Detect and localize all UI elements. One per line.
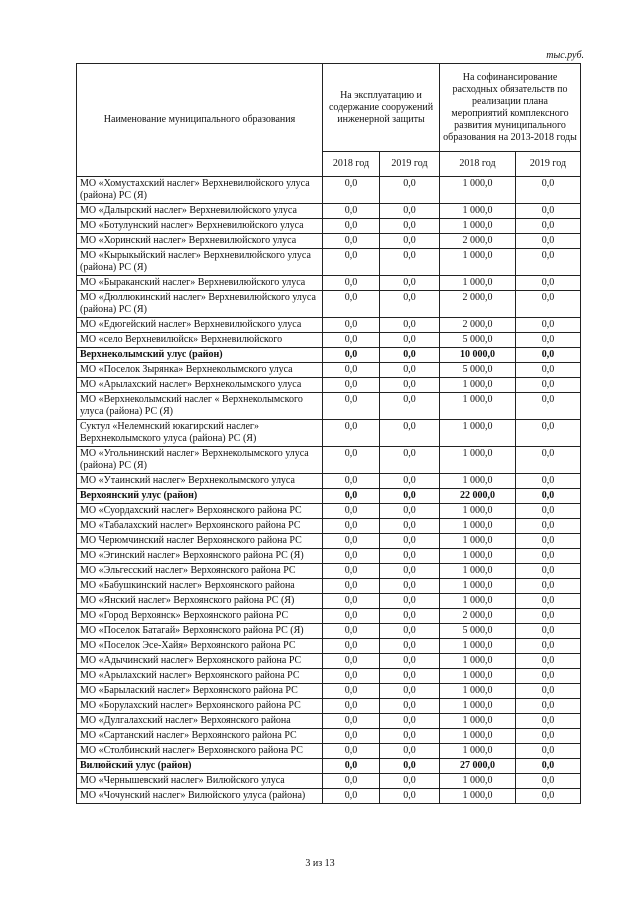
value-cell: 0,0 <box>380 729 440 744</box>
value-cell: 2 000,0 <box>440 291 516 318</box>
municipality-name: МО «Дюллюкинский наслег» Верхневилюйского улуса (района) РС (Я) <box>77 291 323 318</box>
value-cell: 5 000,0 <box>440 333 516 348</box>
value-cell: 1 000,0 <box>440 789 516 804</box>
value-cell: 0,0 <box>323 549 380 564</box>
value-cell: 0,0 <box>516 714 581 729</box>
value-cell: 0,0 <box>323 744 380 759</box>
municipality-name: МО Черюмчинский наслег Верхоянского района РС <box>77 534 323 549</box>
value-cell: 1 000,0 <box>440 669 516 684</box>
value-cell: 0,0 <box>516 219 581 234</box>
table-row <box>77 393 581 420</box>
value-cell: 1 000,0 <box>440 420 516 447</box>
value-cell: 0,0 <box>516 579 581 594</box>
value-cell: 0,0 <box>323 699 380 714</box>
value-cell: 0,0 <box>516 564 581 579</box>
value-cell: 1 000,0 <box>440 177 516 204</box>
municipality-name: МО «Угольнинский наслег» Верхнеколымского улуса (района) РС (Я) <box>77 447 323 474</box>
value-cell: 0,0 <box>380 234 440 249</box>
value-cell: 0,0 <box>323 291 380 318</box>
value-cell: 0,0 <box>516 699 581 714</box>
municipality-name: МО «Кырыкыйский наслег» Верхневилюйского улуса (района) РС (Я) <box>77 249 323 276</box>
value-cell: 0,0 <box>323 564 380 579</box>
value-cell: 0,0 <box>380 699 440 714</box>
header-group-cofinancing: На софинансирование расходных обязательств по реализации плана мероприятий комплексного развития муниципального образования на 2013-2018 годы <box>440 64 581 152</box>
municipality-name: МО «Эльгесский наслег» Верхоянского района РС <box>77 564 323 579</box>
value-cell: 0,0 <box>323 177 380 204</box>
municipality-name: МО «Поселок Зырянка» Верхнеколымского улуса <box>77 363 323 378</box>
table-body <box>77 177 581 804</box>
value-cell: 1 000,0 <box>440 219 516 234</box>
value-cell: 0,0 <box>516 177 581 204</box>
value-cell: 5 000,0 <box>440 624 516 639</box>
value-cell: 0,0 <box>380 549 440 564</box>
value-cell: 0,0 <box>323 363 380 378</box>
value-cell: 0,0 <box>323 639 380 654</box>
value-cell: 0,0 <box>516 684 581 699</box>
value-cell: 0,0 <box>516 519 581 534</box>
value-cell: 1 000,0 <box>440 729 516 744</box>
value-cell: 1 000,0 <box>440 534 516 549</box>
value-cell: 1 000,0 <box>440 447 516 474</box>
value-cell: 0,0 <box>516 249 581 276</box>
value-cell: 0,0 <box>323 624 380 639</box>
value-cell: 0,0 <box>323 447 380 474</box>
table-row <box>77 378 581 393</box>
value-cell: 0,0 <box>323 534 380 549</box>
table-row <box>77 549 581 564</box>
table-row <box>77 789 581 804</box>
table-row <box>77 474 581 489</box>
municipality-name: МО «Бабушкинский наслег» Верхоянского района <box>77 579 323 594</box>
value-cell: 27 000,0 <box>440 759 516 774</box>
table-row <box>77 348 581 363</box>
municipality-name: МО «село Верхневилюйск» Верхневилюйского <box>77 333 323 348</box>
value-cell: 0,0 <box>380 594 440 609</box>
header-group-maintenance: На эксплуатацию и содержание сооружений инженерной защиты <box>323 64 440 152</box>
municipality-name: Вилюйский улус (район) <box>77 759 323 774</box>
table-row <box>77 519 581 534</box>
table-row <box>77 318 581 333</box>
value-cell: 0,0 <box>323 504 380 519</box>
value-cell: 0,0 <box>380 714 440 729</box>
value-cell: 0,0 <box>380 789 440 804</box>
value-cell: 0,0 <box>516 276 581 291</box>
value-cell: 0,0 <box>323 729 380 744</box>
value-cell: 0,0 <box>380 774 440 789</box>
value-cell: 0,0 <box>323 378 380 393</box>
value-cell: 1 000,0 <box>440 204 516 219</box>
value-cell: 0,0 <box>380 669 440 684</box>
table-row <box>77 363 581 378</box>
value-cell: 2 000,0 <box>440 318 516 333</box>
value-cell: 0,0 <box>380 624 440 639</box>
value-cell: 0,0 <box>516 594 581 609</box>
header-year: 2019 год <box>516 152 581 177</box>
municipality-name: МО «Едюгейский наслег» Верхневилюйского улуса <box>77 318 323 333</box>
header-name-col: Наименование муниципального образования <box>77 64 323 177</box>
municipality-name: МО «Поселок Батагай» Верхоянского района РС (Я) <box>77 624 323 639</box>
value-cell: 0,0 <box>380 420 440 447</box>
municipality-name: МО «Арылахский наслег» Верхоянского района РС <box>77 669 323 684</box>
value-cell: 0,0 <box>516 639 581 654</box>
table-row <box>77 291 581 318</box>
table-row <box>77 624 581 639</box>
value-cell: 10 000,0 <box>440 348 516 363</box>
municipality-name: МО «Утаинский наслег» Верхнеколымского улуса <box>77 474 323 489</box>
table-row <box>77 333 581 348</box>
value-cell: 0,0 <box>380 291 440 318</box>
value-cell: 0,0 <box>323 474 380 489</box>
table-header <box>77 64 581 177</box>
value-cell: 0,0 <box>516 534 581 549</box>
value-cell: 0,0 <box>380 474 440 489</box>
value-cell: 1 000,0 <box>440 549 516 564</box>
value-cell: 0,0 <box>380 363 440 378</box>
table-row <box>77 447 581 474</box>
value-cell: 0,0 <box>323 669 380 684</box>
value-cell: 0,0 <box>380 744 440 759</box>
value-cell: 0,0 <box>380 534 440 549</box>
value-cell: 0,0 <box>516 654 581 669</box>
value-cell: 0,0 <box>323 318 380 333</box>
table-row <box>77 774 581 789</box>
municipality-name: МО «Адычинский наслег» Верхоянского района РС <box>77 654 323 669</box>
municipality-name: МО «Столбинский наслег» Верхоянского района РС <box>77 744 323 759</box>
value-cell: 0,0 <box>516 774 581 789</box>
value-cell: 0,0 <box>516 549 581 564</box>
municipality-name: МО «Быраканский наслег» Верхневилюйского улуса <box>77 276 323 291</box>
value-cell: 0,0 <box>323 249 380 276</box>
value-cell: 0,0 <box>323 654 380 669</box>
value-cell: 0,0 <box>380 579 440 594</box>
value-cell: 0,0 <box>516 363 581 378</box>
value-cell: 0,0 <box>516 204 581 219</box>
table-row <box>77 684 581 699</box>
value-cell: 1 000,0 <box>440 774 516 789</box>
table-row <box>77 219 581 234</box>
value-cell: 0,0 <box>516 729 581 744</box>
value-cell: 0,0 <box>516 669 581 684</box>
value-cell: 0,0 <box>323 393 380 420</box>
header-year: 2018 год <box>440 152 516 177</box>
table-row <box>77 699 581 714</box>
municipality-name: МО «Хоринский наслег» Верхневилюйского улуса <box>77 234 323 249</box>
value-cell: 0,0 <box>516 609 581 624</box>
municipality-name: МО «Борулахский наслег» Верхоянского района РС <box>77 699 323 714</box>
table-row <box>77 489 581 504</box>
value-cell: 0,0 <box>380 504 440 519</box>
value-cell: 0,0 <box>323 519 380 534</box>
value-cell: 1 000,0 <box>440 699 516 714</box>
table-row <box>77 504 581 519</box>
value-cell: 1 000,0 <box>440 276 516 291</box>
value-cell: 0,0 <box>516 759 581 774</box>
value-cell: 0,0 <box>380 318 440 333</box>
value-cell: 0,0 <box>380 219 440 234</box>
value-cell: 0,0 <box>380 348 440 363</box>
value-cell: 1 000,0 <box>440 564 516 579</box>
header-year: 2018 год <box>323 152 380 177</box>
value-cell: 0,0 <box>516 789 581 804</box>
value-cell: 0,0 <box>516 333 581 348</box>
value-cell: 0,0 <box>380 393 440 420</box>
municipality-name: МО «Янский наслег» Верхоянского района РС (Я) <box>77 594 323 609</box>
value-cell: 2 000,0 <box>440 609 516 624</box>
value-cell: 0,0 <box>516 504 581 519</box>
value-cell: 0,0 <box>323 333 380 348</box>
value-cell: 0,0 <box>323 609 380 624</box>
value-cell: 0,0 <box>380 564 440 579</box>
table-row <box>77 234 581 249</box>
page-number: 3 из 13 <box>305 858 335 869</box>
value-cell: 0,0 <box>380 204 440 219</box>
table-row <box>77 276 581 291</box>
value-cell: 0,0 <box>516 489 581 504</box>
value-cell: 0,0 <box>516 378 581 393</box>
value-cell: 0,0 <box>380 639 440 654</box>
value-cell: 0,0 <box>380 276 440 291</box>
value-cell: 0,0 <box>380 684 440 699</box>
value-cell: 0,0 <box>516 420 581 447</box>
municipality-name: МО «Чочунский наслег» Вилюйского улуса (района) <box>77 789 323 804</box>
table-row <box>77 609 581 624</box>
table-row <box>77 729 581 744</box>
value-cell: 1 000,0 <box>440 393 516 420</box>
value-cell: 1 000,0 <box>440 684 516 699</box>
table-row <box>77 420 581 447</box>
municipality-name: Верхоянский улус (район) <box>77 489 323 504</box>
value-cell: 0,0 <box>323 759 380 774</box>
value-cell: 0,0 <box>380 519 440 534</box>
value-cell: 0,0 <box>516 474 581 489</box>
value-cell: 0,0 <box>323 348 380 363</box>
table-row <box>77 177 581 204</box>
municipality-name: МО «Эгинский наслег» Верхоянского района РС (Я) <box>77 549 323 564</box>
value-cell: 0,0 <box>380 249 440 276</box>
municipality-name: Верхнеколымский улус (район) <box>77 348 323 363</box>
value-cell: 0,0 <box>323 489 380 504</box>
value-cell: 0,0 <box>323 774 380 789</box>
value-cell: 0,0 <box>516 744 581 759</box>
budget-table <box>76 63 581 804</box>
municipality-name: МО «Поселок Эсе-Хайя» Верхоянского района РС <box>77 639 323 654</box>
table-row <box>77 714 581 729</box>
value-cell: 1 000,0 <box>440 474 516 489</box>
value-cell: 2 000,0 <box>440 234 516 249</box>
value-cell: 0,0 <box>323 234 380 249</box>
value-cell: 0,0 <box>323 204 380 219</box>
value-cell: 0,0 <box>516 291 581 318</box>
value-cell: 0,0 <box>380 759 440 774</box>
table-row <box>77 204 581 219</box>
value-cell: 0,0 <box>323 714 380 729</box>
value-cell: 1 000,0 <box>440 594 516 609</box>
value-cell: 0,0 <box>516 348 581 363</box>
municipality-name: МО «Арылахский наслег» Верхнеколымского улуса <box>77 378 323 393</box>
table-row <box>77 759 581 774</box>
table-row <box>77 669 581 684</box>
value-cell: 0,0 <box>380 654 440 669</box>
value-cell: 1 000,0 <box>440 654 516 669</box>
municipality-name: МО «Хомустахский наслег» Верхневилюйского улуса (района) РС (Я) <box>77 177 323 204</box>
value-cell: 22 000,0 <box>440 489 516 504</box>
municipality-name: Суктул «Нелемнский юкагирский наслег» Верхнеколымского улуса (района) РС (Я) <box>77 420 323 447</box>
municipality-name: МО «Чернышевский наслег» Вилюйского улуса <box>77 774 323 789</box>
unit-label: тыс.руб. <box>546 50 584 61</box>
value-cell: 0,0 <box>380 609 440 624</box>
value-cell: 0,0 <box>516 447 581 474</box>
table-row <box>77 639 581 654</box>
value-cell: 1 000,0 <box>440 378 516 393</box>
municipality-name: МО «Ботулунский наслег» Верхневилюйского улуса <box>77 219 323 234</box>
value-cell: 0,0 <box>516 318 581 333</box>
value-cell: 0,0 <box>323 594 380 609</box>
value-cell: 0,0 <box>323 579 380 594</box>
municipality-name: МО «Дулгалахский наслег» Верхоянского района <box>77 714 323 729</box>
value-cell: 1 000,0 <box>440 519 516 534</box>
table-row <box>77 564 581 579</box>
value-cell: 0,0 <box>516 624 581 639</box>
table-row <box>77 594 581 609</box>
value-cell: 1 000,0 <box>440 714 516 729</box>
table-row <box>77 249 581 276</box>
value-cell: 5 000,0 <box>440 363 516 378</box>
header-year: 2019 год <box>380 152 440 177</box>
table-row <box>77 654 581 669</box>
value-cell: 1 000,0 <box>440 639 516 654</box>
value-cell: 1 000,0 <box>440 504 516 519</box>
value-cell: 0,0 <box>380 489 440 504</box>
municipality-name: МО «Суордахский наслег» Верхоянского района РС <box>77 504 323 519</box>
table-row <box>77 579 581 594</box>
value-cell: 0,0 <box>323 276 380 291</box>
table-row <box>77 534 581 549</box>
value-cell: 1 000,0 <box>440 579 516 594</box>
value-cell: 0,0 <box>516 234 581 249</box>
value-cell: 1 000,0 <box>440 249 516 276</box>
value-cell: 1 000,0 <box>440 744 516 759</box>
municipality-name: МО «Барылаский наслег» Верхоянского района РС <box>77 684 323 699</box>
value-cell: 0,0 <box>323 219 380 234</box>
municipality-name: МО «Сартанский наслег» Верхоянского района РС <box>77 729 323 744</box>
municipality-name: МО «Верхнеколымский наслег « Верхнеколымского улуса (района) РС (Я) <box>77 393 323 420</box>
value-cell: 0,0 <box>380 333 440 348</box>
value-cell: 0,0 <box>516 393 581 420</box>
value-cell: 0,0 <box>323 684 380 699</box>
municipality-name: МО «Далырский наслег» Верхневилюйского улуса <box>77 204 323 219</box>
value-cell: 0,0 <box>380 447 440 474</box>
value-cell: 0,0 <box>323 789 380 804</box>
value-cell: 0,0 <box>380 177 440 204</box>
value-cell: 0,0 <box>380 378 440 393</box>
value-cell: 0,0 <box>323 420 380 447</box>
table-row <box>77 744 581 759</box>
municipality-name: МО «Табалахский наслег» Верхоянского района РС <box>77 519 323 534</box>
municipality-name: МО «Город Верхоянск» Верхоянского района РС <box>77 609 323 624</box>
